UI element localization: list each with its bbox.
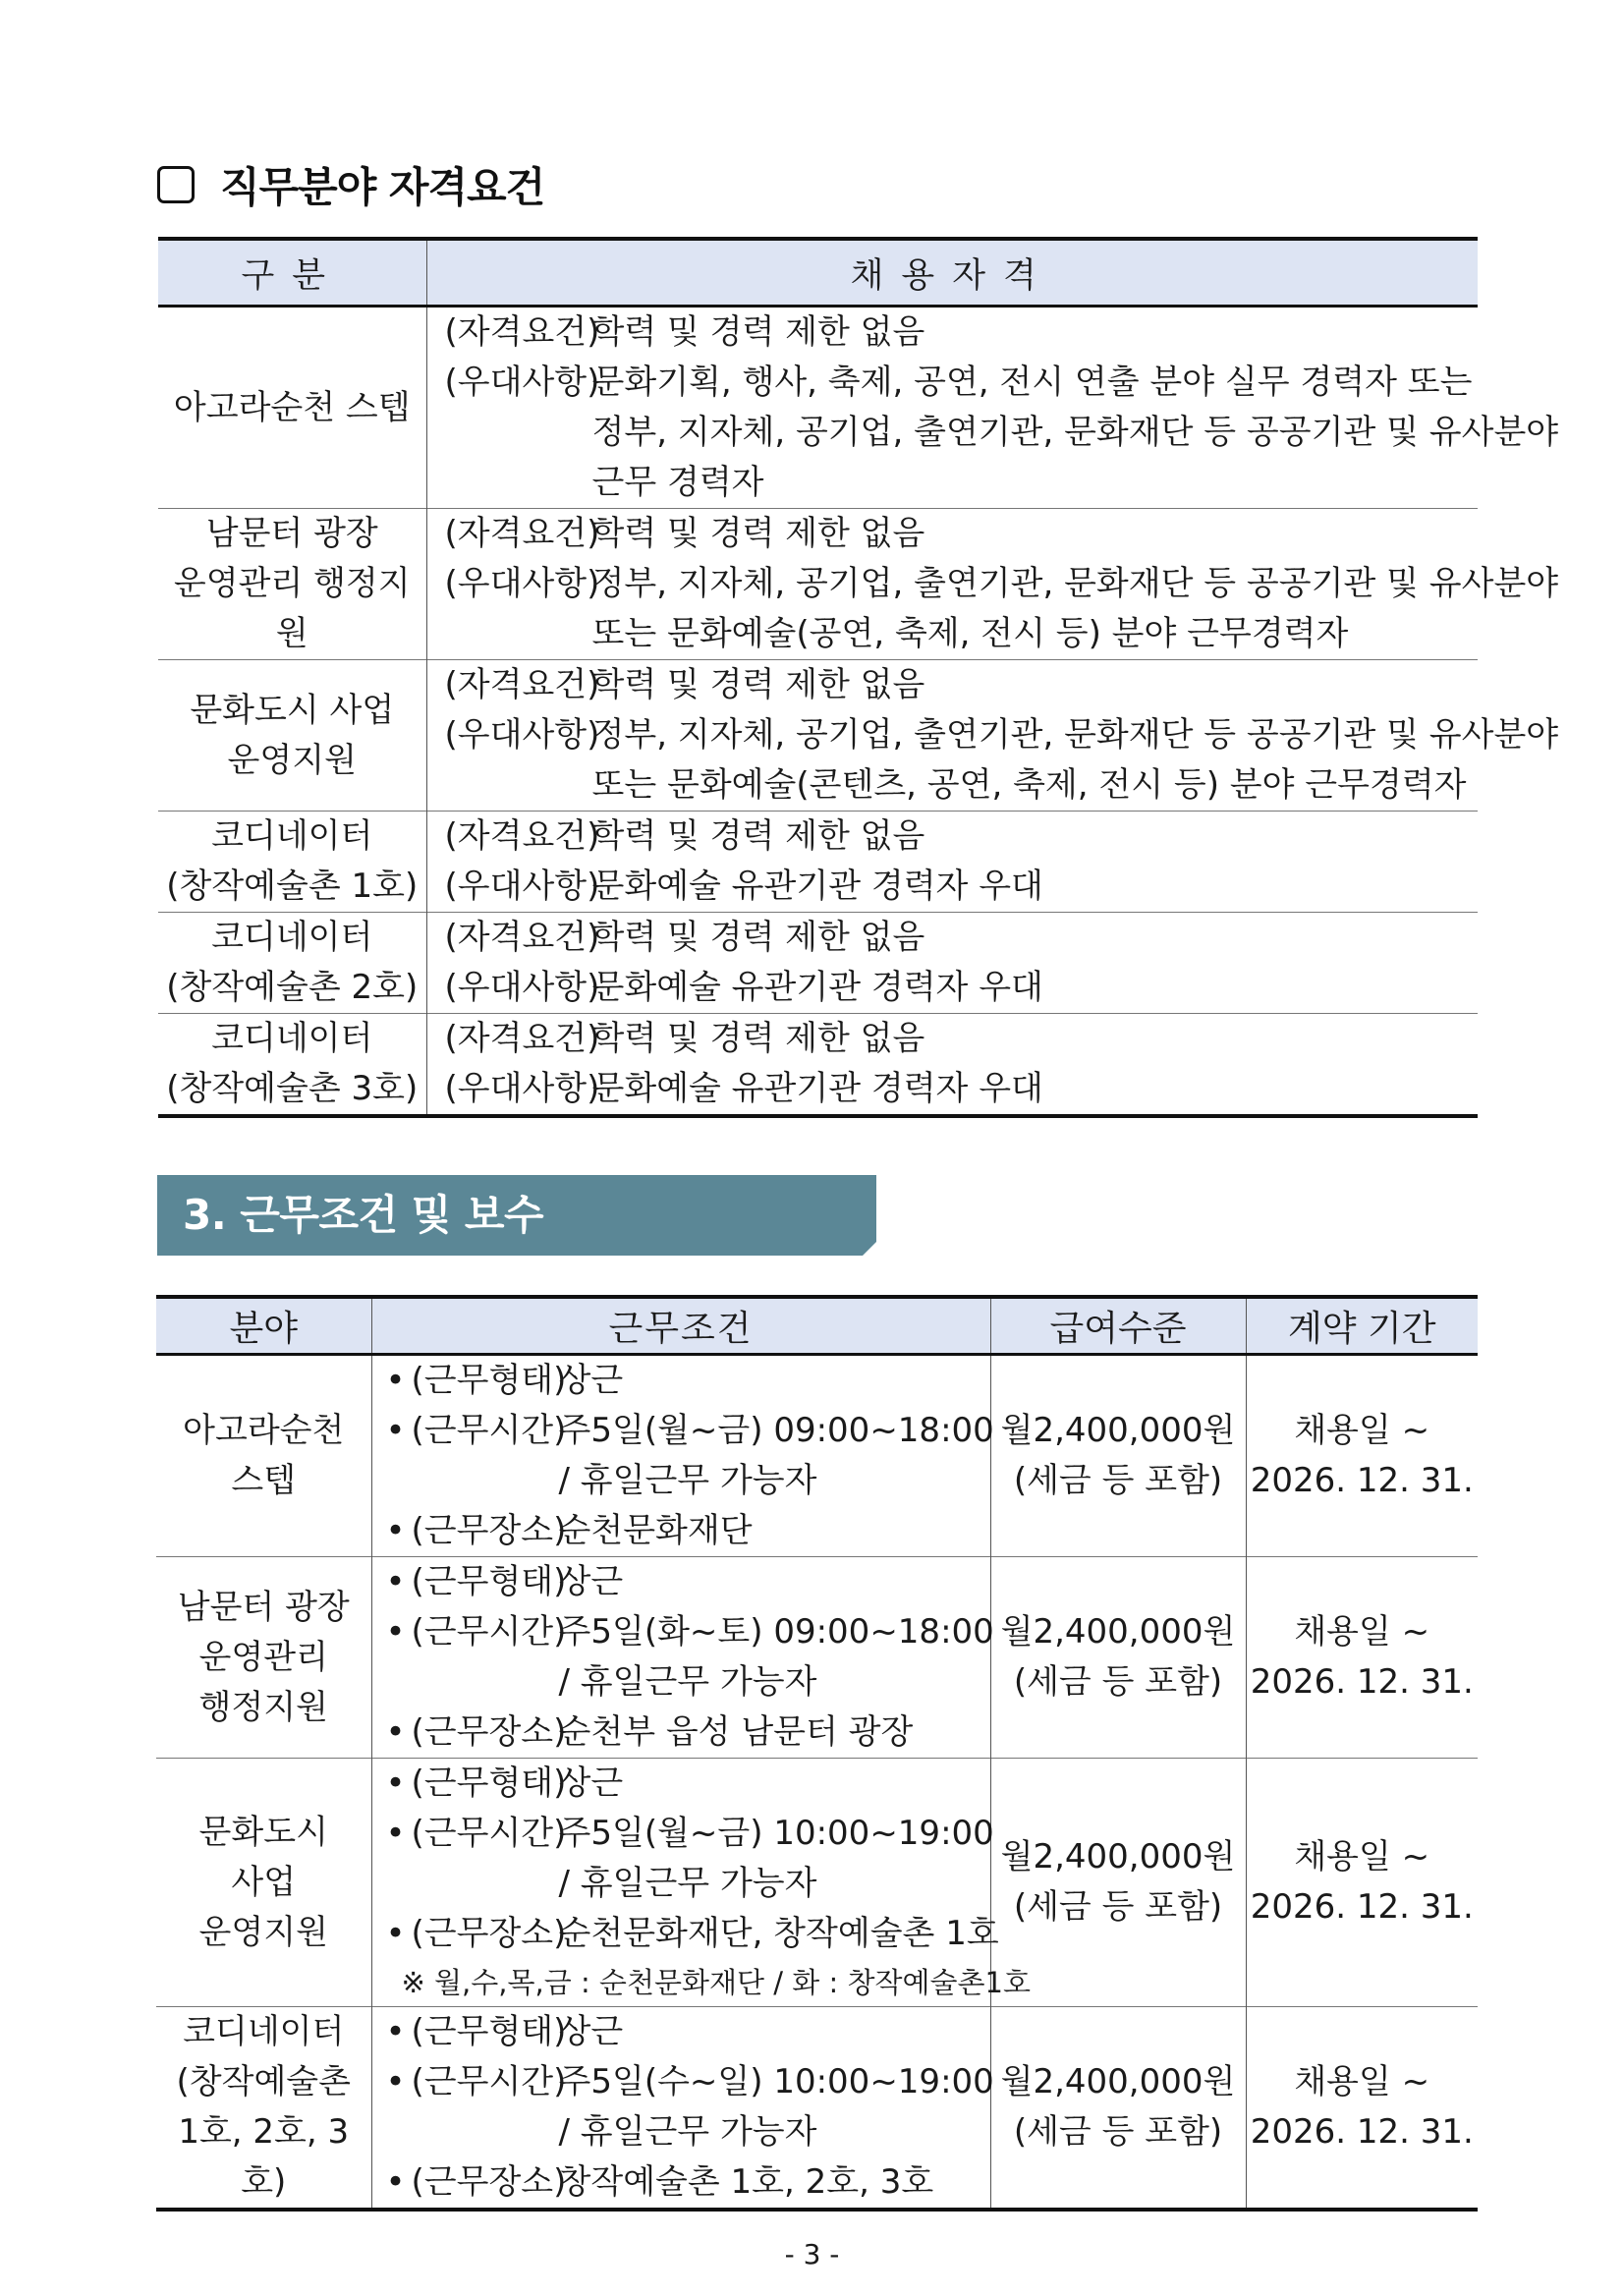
header-field: 분야: [156, 1297, 371, 1355]
field-line: 운영지원: [198, 1912, 328, 1952]
term-line: 채용일 ~: [1294, 2062, 1430, 2101]
term-line: 2026. 12. 31.: [1250, 1461, 1474, 1500]
requirement-cell: [426, 509, 1559, 660]
condition-text: / 휴일근무 가능자: [558, 1662, 817, 1702]
bullet-icon: •: [385, 1764, 406, 1803]
requirement-line: [445, 1064, 1467, 1114]
requirement-text: 학력 및 경력 제한 없음: [591, 665, 925, 704]
requirement-line: [445, 660, 1467, 710]
header-pay: 급여수준: [990, 1297, 1246, 1355]
field-cell: [156, 1557, 371, 1759]
condition-line: [386, 1356, 986, 1406]
requirement-line: [445, 963, 1467, 1013]
condition-label: (근무장소): [411, 1511, 567, 1550]
requirement-text: 학력 및 경력 제한 없음: [591, 918, 925, 957]
condition-text: 상근: [558, 2012, 624, 2051]
requirement-line: [444, 559, 1559, 609]
category-line: (창작예술촌 3호): [166, 1069, 419, 1108]
requirement-label: (우대사항): [444, 867, 600, 906]
conditions-cell: [371, 2007, 994, 2211]
category-line: 운영지원: [227, 740, 357, 780]
category-line: 문화도시 사업: [190, 690, 395, 730]
pay-line: (세금 등 포함): [1013, 2112, 1223, 2152]
requirement-label: (우대사항): [444, 715, 600, 755]
field-line: 행정지원: [198, 1687, 328, 1727]
condition-line: [385, 1607, 994, 1657]
condition-text: 순천문화재단, 창작예술촌 1호: [558, 1914, 999, 1953]
bullet-icon: •: [385, 1914, 406, 1953]
bullet-icon: •: [385, 2162, 406, 2202]
header-conditions: 근무조건: [371, 1297, 990, 1355]
condition-text: 순천문화재단: [558, 1511, 753, 1550]
field-line: 아고라순천: [183, 1411, 345, 1450]
condition-line: [386, 1557, 986, 1607]
condition-text: 상근: [558, 1764, 624, 1803]
condition-label: (근무시간): [411, 2062, 567, 2101]
requirement-label: (자격요건): [444, 514, 600, 553]
requirement-label: (우대사항): [444, 363, 600, 402]
requirement-text: 학력 및 경력 제한 없음: [591, 514, 925, 553]
bullet-icon: •: [385, 1814, 406, 1853]
requirement-line: [444, 358, 1473, 408]
requirement-text: 정부, 지자체, 공기업, 출연기관, 문화재단 등 공공기관 및 유사분야: [591, 564, 1559, 603]
field-line: 스텝: [231, 1461, 297, 1500]
requirement-label: (우대사항): [444, 1069, 600, 1108]
table-row: [158, 913, 1478, 1014]
condition-text: 주5일(화~토) 09:00~18:00: [558, 1612, 994, 1652]
term-cell: [1246, 1557, 1478, 1759]
requirement-text: 근무 경력자: [591, 463, 764, 502]
condition-note: ※ 월,수,목,금 : 순천문화재단 / 화 : 창작예술촌1호: [401, 1966, 1031, 1999]
requirement-label: (자격요건): [444, 665, 600, 704]
pay-line: 월2,400,000원: [1000, 1612, 1236, 1652]
condition-label: (근무장소): [411, 1914, 567, 1953]
requirement-text: 학력 및 경력 제한 없음: [591, 1019, 925, 1058]
term-line: 2026. 12. 31.: [1250, 1887, 1474, 1927]
term-cell: [1246, 2007, 1478, 2211]
work-conditions-table: [156, 1295, 1478, 2212]
category-cell: [158, 812, 426, 913]
requirement-label: (자격요건): [444, 918, 600, 957]
pay-line: (세금 등 포함): [1013, 1887, 1223, 1927]
category-line: 남문터 광장: [205, 514, 378, 553]
requirement-text: 문화예술 유관기관 경력자 우대: [591, 1069, 1043, 1108]
requirement-line: [445, 509, 1467, 559]
header-term: 계약 기간: [1246, 1297, 1478, 1355]
condition-line: [386, 2107, 986, 2157]
term-cell: [1246, 1355, 1478, 1557]
condition-text: / 휴일근무 가능자: [558, 1864, 817, 1903]
condition-line: [386, 1456, 986, 1506]
requirement-line: [445, 308, 1467, 358]
condition-label: (근무시간): [411, 1411, 567, 1450]
page-number: - 3 -: [784, 2238, 840, 2270]
field-line: 사업: [231, 1862, 297, 1902]
term-line: 채용일 ~: [1294, 1837, 1430, 1876]
condition-label: (근무형태): [411, 2012, 567, 2051]
section-heading-qualifications: [157, 155, 544, 214]
table-row: [156, 1557, 1478, 1759]
condition-line: [386, 1657, 986, 1708]
category-line: 운영관리 행정지원: [173, 564, 411, 653]
requirement-line: [445, 760, 1467, 811]
category-cell: [158, 660, 426, 812]
conditions-cell: [371, 1355, 994, 1557]
requirement-text: 정부, 지자체, 공기업, 출연기관, 문화재단 등 공공기관 및 유사분야: [591, 413, 1559, 452]
section-banner-work-conditions: [157, 1175, 876, 1256]
header-requirement: 채용자격: [426, 239, 1478, 307]
requirement-label: (우대사항): [444, 564, 600, 603]
section-title: 직무분야 자격요건: [220, 163, 545, 211]
condition-label: (근무장소): [411, 2162, 567, 2202]
pay-cell: [990, 1557, 1246, 1759]
condition-line: [386, 1506, 986, 1556]
condition-text: 주5일(월~금) 09:00~18:00: [558, 1411, 994, 1450]
requirement-line: [445, 458, 1467, 508]
term-cell: [1246, 1759, 1478, 2007]
header-category: 구분: [158, 239, 426, 307]
requirement-text: 학력 및 경력 제한 없음: [591, 312, 925, 352]
pay-line: 월2,400,000원: [1000, 2062, 1236, 2101]
condition-text: 주5일(수~일) 10:00~19:00: [558, 2062, 994, 2101]
bullet-icon: •: [385, 1562, 406, 1601]
requirement-cell: [426, 812, 1478, 913]
condition-line: [386, 2157, 986, 2208]
condition-line: [386, 2007, 986, 2057]
table-header-row: [158, 239, 1478, 307]
requirement-cell: [426, 660, 1559, 812]
category-cell: [158, 1014, 426, 1117]
condition-line: [386, 1759, 986, 1809]
condition-label: (근무형태): [411, 1361, 567, 1400]
condition-text: 상근: [558, 1562, 624, 1601]
requirement-line: [445, 812, 1467, 862]
table-row: [158, 509, 1478, 660]
condition-text: / 휴일근무 가능자: [558, 1461, 817, 1500]
banner-title: 3. 근무조건 및 보수: [183, 1191, 544, 1239]
category-line: 코디네이터: [211, 816, 373, 856]
pay-cell: [990, 1355, 1246, 1557]
condition-text: 주5일(월~금) 10:00~19:00: [558, 1814, 994, 1853]
bullet-icon: •: [385, 1511, 406, 1550]
field-line: 1호, 2호, 3호): [178, 2112, 350, 2202]
qualifications-table: [158, 237, 1559, 1118]
bullet-icon: •: [385, 2012, 406, 2051]
condition-label: (근무장소): [411, 1712, 567, 1752]
conditions-cell: [371, 1557, 994, 1759]
requirement-line: [445, 609, 1467, 659]
field-cell: [156, 1355, 371, 1557]
category-line: (창작예술촌 2호): [166, 968, 419, 1007]
requirement-line: [445, 408, 1559, 458]
field-line: 운영관리: [198, 1637, 328, 1677]
pay-line: (세금 등 포함): [1013, 1461, 1223, 1500]
condition-label: (근무시간): [411, 1814, 567, 1853]
bullet-icon: •: [385, 1361, 406, 1400]
field-cell: [156, 2007, 371, 2211]
requirement-cell: [426, 913, 1478, 1014]
field-line: 코디네이터: [183, 2012, 345, 2051]
requirement-cell: [426, 307, 1559, 509]
requirement-text: 문화기획, 행사, 축제, 공연, 전시 연출 분야 실무 경력자 또는: [591, 363, 1473, 402]
category-cell: [158, 913, 426, 1014]
condition-label: (근무형태): [411, 1562, 567, 1601]
category-cell: [158, 307, 426, 509]
field-line: 남문터 광장: [177, 1587, 350, 1627]
pay-line: 월2,400,000원: [1000, 1411, 1236, 1450]
term-line: 채용일 ~: [1294, 1411, 1430, 1450]
condition-text: 상근: [558, 1361, 624, 1400]
condition-line: [385, 1809, 994, 1859]
condition-line: [385, 2057, 994, 2107]
table-row: [158, 307, 1478, 509]
requirement-label: (자격요건): [444, 816, 600, 856]
requirement-text: 또는 문화예술(콘텐츠, 공연, 축제, 전시 등) 분야 근무경력자: [591, 765, 1467, 805]
term-line: 2026. 12. 31.: [1250, 2112, 1474, 2152]
table-row: [156, 2007, 1478, 2211]
table-row: [158, 660, 1478, 812]
requirement-label: (자격요건): [444, 1019, 600, 1058]
requirement-text: 학력 및 경력 제한 없음: [591, 816, 925, 856]
bullet-icon: •: [385, 2062, 406, 2101]
category-cell: [158, 509, 426, 660]
requirement-line: [445, 1014, 1467, 1064]
requirement-text: 또는 문화예술(공연, 축제, 전시 등) 분야 근무경력자: [591, 614, 1349, 653]
bullet-icon: •: [385, 1612, 406, 1652]
requirement-line: [444, 710, 1559, 760]
category-line: (창작예술촌 1호): [166, 867, 419, 906]
requirement-text: 정부, 지자체, 공기업, 출연기관, 문화재단 등 공공기관 및 유사분야: [591, 715, 1559, 755]
term-line: 채용일 ~: [1294, 1612, 1430, 1652]
requirement-text: 문화예술 유관기관 경력자 우대: [591, 968, 1043, 1007]
category-line: 아고라순천 스텝: [173, 387, 411, 427]
requirement-cell: [426, 1014, 1478, 1117]
requirement-line: [445, 913, 1467, 963]
pay-line: (세금 등 포함): [1013, 1662, 1223, 1702]
table-row: [156, 1355, 1478, 1557]
pay-cell: [990, 2007, 1246, 2211]
table-row: [156, 1759, 1478, 2007]
pay-line: 월2,400,000원: [1000, 1837, 1236, 1876]
requirement-label: (우대사항): [444, 968, 600, 1007]
condition-line: [386, 1708, 986, 1758]
conditions-cell: [371, 1759, 1031, 2007]
field-cell: [156, 1759, 371, 2007]
condition-line: [386, 1859, 986, 1909]
category-line: 코디네이터: [211, 1019, 373, 1058]
requirement-line: [445, 862, 1467, 912]
condition-line: [385, 1406, 994, 1456]
condition-line: [385, 1909, 999, 1959]
table-row: [158, 812, 1478, 913]
bullet-icon: •: [385, 1411, 406, 1450]
condition-text: 창작예술촌 1호, 2호, 3호: [558, 2162, 934, 2202]
category-line: 코디네이터: [211, 918, 373, 957]
condition-label: (근무형태): [411, 1764, 567, 1803]
requirement-text: 문화예술 유관기관 경력자 우대: [591, 867, 1043, 906]
field-line: (창작예술촌: [176, 2062, 351, 2101]
table-row: [158, 1014, 1478, 1117]
condition-text: / 휴일근무 가능자: [558, 2112, 817, 2152]
condition-label: (근무시간): [411, 1612, 567, 1652]
table-header-row: [156, 1297, 1478, 1355]
requirement-label: (자격요건): [444, 312, 600, 352]
condition-text: 순천부 읍성 남문터 광장: [558, 1712, 914, 1752]
checkbox-square-icon: [157, 166, 195, 203]
term-line: 2026. 12. 31.: [1250, 1662, 1474, 1702]
bullet-icon: •: [385, 1712, 406, 1752]
field-line: 문화도시: [198, 1812, 328, 1852]
